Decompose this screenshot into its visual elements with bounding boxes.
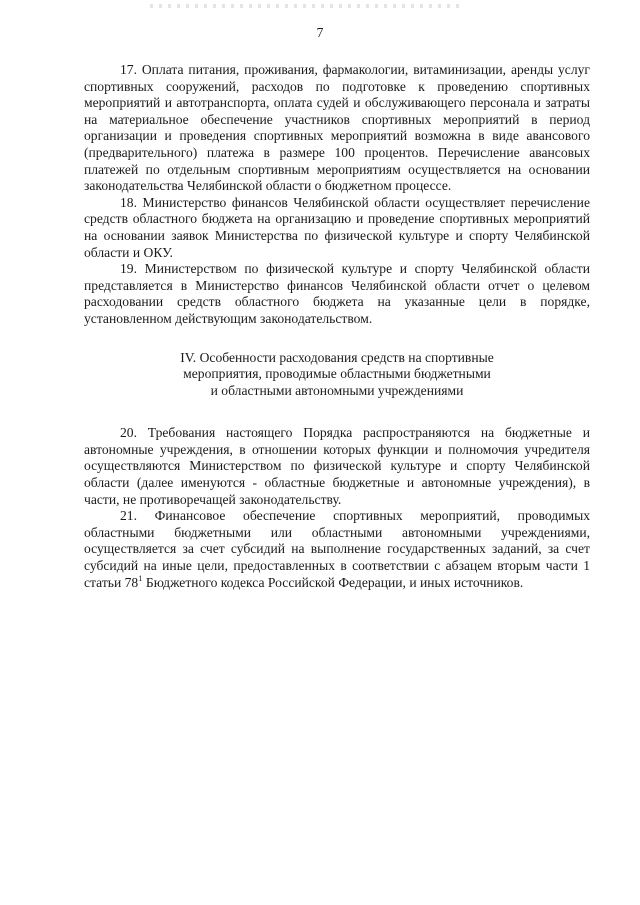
paragraph-18: 18. Министерство финансов Челябинской области осуществляет перечисление средств областного бюджета на организацию и проведение спортивных мероприятий на основании заявок Министерства по физической культуре и спорту Челябинской области и ОКУ. (84, 194, 590, 260)
section-heading-line-1: IV. Особенности расходования средств на спортивные (180, 349, 494, 365)
section-heading-line-2: мероприятия, проводимые областными бюджетными (183, 366, 491, 382)
document-body (84, 62, 590, 591)
paragraph-20: 20. Требования настоящего Порядка распространяются на бюджетные и автономные учреждения, в отношении которых функции и полномочия учредителя осуществляются Министерством по физической культуре и спорту Челябинской области (далее именуются - областные бюджетные и автономные учреждения), в части, не противоречащей законодательству. (84, 425, 590, 507)
paragraph-21-text-start: 21. Финансовое обеспечение спортивных мероприятий, проводимых областными бюджетными или областными автономными учреждениями, осуществляется за счет субсидий на выполнение государственных заданий, за счет субсидий на иные цели, предоставленных в соответствии с абзацем вторым части 1 статьи 78 (84, 508, 590, 590)
scan-artifact (150, 4, 460, 8)
paragraph-21-text-end: Бюджетного кодекса Российской Федерации, и иных источников. (142, 574, 524, 590)
superscript-note: 1 (138, 572, 143, 583)
section-heading-line-3: и областными автономными учреждениями (210, 382, 464, 398)
paragraph-21 (84, 508, 590, 591)
paragraph-19: 19. Министерством по физической культуре и спорту Челябинской области представляется в Министерство финансов Челябинской области отчет о целевом расходовании средств областного бюджета на указанные цели в порядке, установленном действующим законодательством. (84, 261, 590, 326)
page-number: 7 (316, 25, 324, 40)
paragraph-17: 17. Оплата питания, проживания, фармакологии, витаминизации, аренды услуг спортивных сооружений, расходов по подготовке к проведению спортивных мероприятий и автотранспорта, оплата судей и обслуживающего персонала и затраты на материальное обеспечение участников спортивных мероприятий в период организации и проведения спортивных мероприятий возможна в виде авансового (предварительного) платежа в размере 100 процентов. Перечисление авансовых платежей по отдельным спортивным мероприятиям осуществляется на основании законодательства Челябинской области о бюджетном процессе. (84, 62, 590, 194)
section-heading-iv (84, 350, 590, 400)
